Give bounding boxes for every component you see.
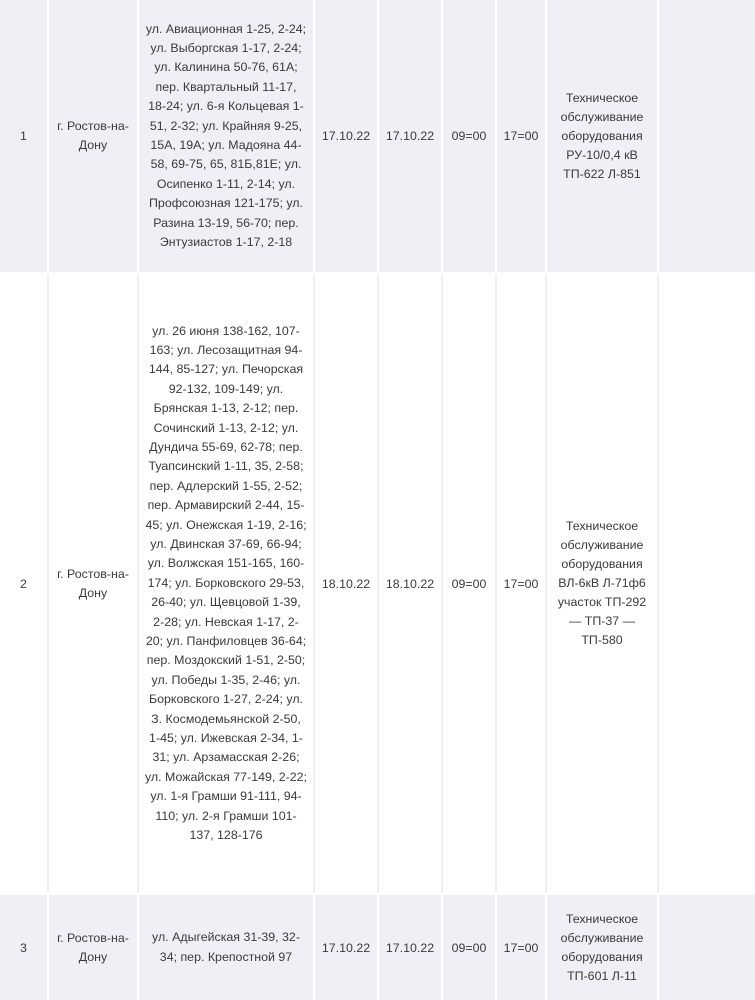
city-cell: г. Ростов-на-Дону xyxy=(49,274,137,893)
table-row xyxy=(0,895,755,1000)
address-cell: ул. 26 июня 138-162, 107-163; ул. Лесозащитная 94-144, 85-127; ул. Печорская 92-132, 109-149; ул. Брянская 1-13, 2-12; пер. Сочинский 1-13, 2-12; ул. Дундича 55-69, 62-78; пер. Туапсинский 1-11, 35, 2-58; пер. Адлерский 1-55, 2-52; пер. Армавирский 2-44, 15-45; ул. Онежская 1-19, 2-16; ул. Двинская 37-69, 66-94; ул. Волжская 151-165, 160-174; ул. Борковского 29-53, 26-40; ул. Щевцовой 1-39, 2-28; ул. Невская 1-17, 2-20; ул. Панфиловцев 36-64; пер. Моздокский 1-51, 2-50; ул. Победы 1-35, 2-46; ул. Борковского 1-27, 2-24; ул. З. Космодемьянской 2-50, 1-45; ул. Ижевская 2-34, 1-31; ул. Арзамасская 2-26; ул. Можайская 77-149, 2-22; ул. 1-я Грамши 91-111, 94-110; ул. 2-я Грамши 101-137, 128-176 xyxy=(139,274,313,893)
start-time-cell: 09=00 xyxy=(443,895,495,1000)
empty-cell xyxy=(659,274,755,893)
start-time-cell: 09=00 xyxy=(443,274,495,893)
empty-cell xyxy=(659,895,755,1000)
row-number: 2 xyxy=(0,274,47,893)
end-time-cell: 17=00 xyxy=(497,0,545,272)
end-time-cell: 17=00 xyxy=(497,895,545,1000)
start-date-cell: 18.10.22 xyxy=(315,274,377,893)
empty-cell xyxy=(659,0,755,272)
start-time-cell: 09=00 xyxy=(443,0,495,272)
table-row xyxy=(0,274,755,893)
address-cell: ул. Адыгейская 31-39, 32-34; пер. Крепостной 97 xyxy=(139,895,313,1000)
row-number: 1 xyxy=(0,0,47,272)
address-cell: ул. Авиационная 1-25, 2-24; ул. Выборгская 1-17, 2-24; ул. Калинина 50-76, 61А; пер. Квартальный 11-17, 18-24; ул. 6-я Кольцевая 1-51, 2-32; ул. Крайняя 9-25, 15А, 19А; ул. Мадояна 44-58, 69-75, 65, 81Б,81Е; ул. Осипенко 1-11, 2-14; ул. Профсоюзная 121-175; ул. Разина 13-19, 56-70; пер. Энтузиастов 1-17, 2-18 xyxy=(139,0,313,272)
work-description-cell: Техническое обслуживание оборудования ТП-601 Л-11 xyxy=(547,895,657,1000)
end-date-cell: 17.10.22 xyxy=(379,895,441,1000)
row-number: 3 xyxy=(0,895,47,1000)
end-date-cell: 17.10.22 xyxy=(379,0,441,272)
start-date-cell: 17.10.22 xyxy=(315,0,377,272)
table-row xyxy=(0,0,755,272)
end-date-cell: 18.10.22 xyxy=(379,274,441,893)
work-description-cell: Техническое обслуживание оборудования ВЛ-6кВ Л-71ф6 участок ТП-292 — ТП-37 — ТП-580 xyxy=(547,274,657,893)
city-cell: г. Ростов-на-Дону xyxy=(49,895,137,1000)
city-cell: г. Ростов-на-Дону xyxy=(49,0,137,272)
end-time-cell: 17=00 xyxy=(497,274,545,893)
work-description-cell: Техническое обслуживание оборудования РУ-10/0,4 кВ ТП-622 Л-851 xyxy=(547,0,657,272)
start-date-cell: 17.10.22 xyxy=(315,895,377,1000)
